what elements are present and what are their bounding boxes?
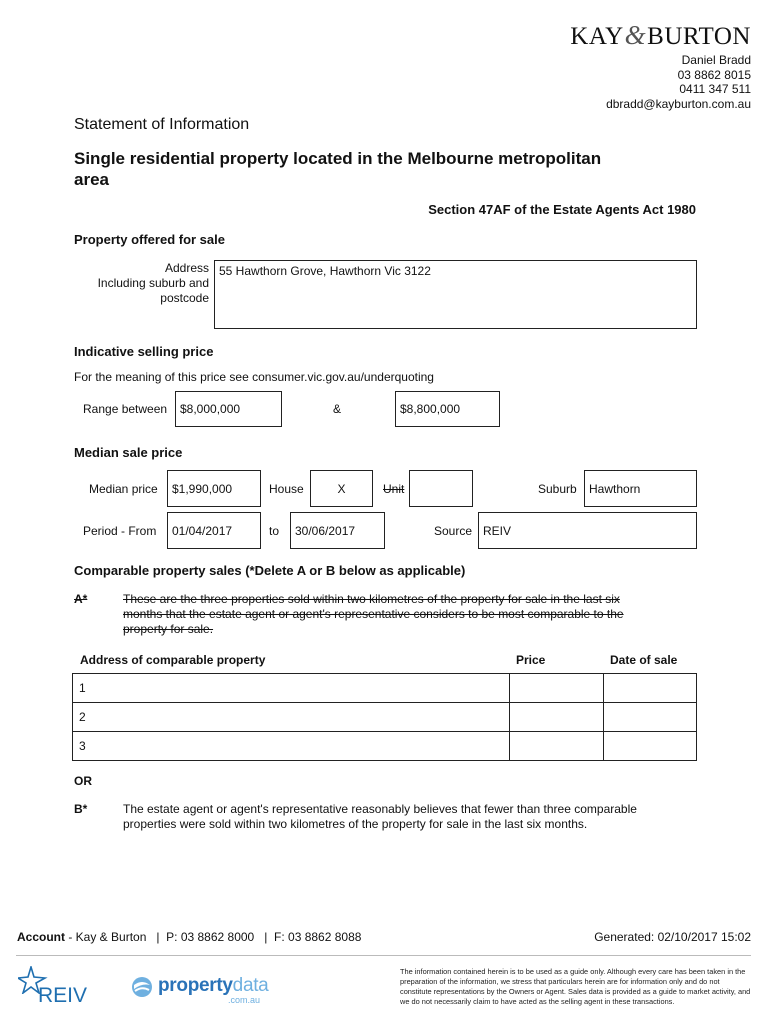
table-row xyxy=(73,732,697,761)
address-cell[interactable]: 3 xyxy=(73,732,510,761)
agent-contact xyxy=(606,53,751,111)
disclaimer-text: The information contained herein is to be used as a guide only. Although every care has been taken in the preparation of the information, we stress that particulars herein are for information only and do not constitute representations by the Owners or Agent. Sales data is provided as a guide to market activity, and we do not necessarily claim to have acted as the selling agent in these transactions. xyxy=(400,967,751,1006)
source-label: Source xyxy=(434,524,473,538)
address-field[interactable]: 55 Hawthorn Grove, Hawthorn Vic 3122 xyxy=(214,260,697,329)
price-cell[interactable] xyxy=(510,732,604,761)
col-price-header: Price xyxy=(516,653,546,667)
range-label: Range between xyxy=(83,402,168,416)
suburb-field[interactable]: Hawthorn xyxy=(584,470,697,507)
unit-label: Unit xyxy=(383,482,405,496)
kay-burton-logo: KAY&BURTON xyxy=(570,20,751,50)
period-to-field[interactable]: 30/06/2017 xyxy=(290,512,385,549)
option-b-text: The estate agent or agent's representative reasonably believes that fewer than three comparable properties were sold within two kilometres of the property for sale in the last six months. xyxy=(123,802,637,831)
range-high-field[interactable]: $8,800,000 xyxy=(395,391,500,427)
table-row xyxy=(73,703,697,732)
page-heading-line2: area xyxy=(74,170,109,189)
col-date-header: Date of sale xyxy=(610,653,678,667)
propertydata-logo xyxy=(130,973,270,1007)
footer-divider xyxy=(16,955,751,956)
option-a-marker: A* xyxy=(74,592,88,606)
house-label: House xyxy=(269,482,304,496)
agent-phone-mobile: 0411 347 511 xyxy=(679,82,751,96)
statement-title: Statement of Information xyxy=(74,116,250,133)
median-heading: Median sale price xyxy=(74,445,183,460)
option-b-marker: B* xyxy=(74,802,88,816)
period-from-field[interactable]: 01/04/2017 xyxy=(167,512,261,549)
address-cell[interactable]: 2 xyxy=(73,703,510,732)
property-heading: Property offered for sale xyxy=(74,232,225,247)
suburb-label: Suburb xyxy=(538,482,577,496)
indicative-heading: Indicative selling price xyxy=(74,344,214,359)
option-a-text: These are the three properties sold within two kilometres of the property for sale in the last six months that the estate agent or agent's representative considers to be most comparable to the property for sale. xyxy=(123,592,624,636)
date-cell[interactable] xyxy=(604,674,697,703)
price-cell[interactable] xyxy=(510,703,604,732)
agent-phone-office: 03 8862 8015 xyxy=(677,67,751,82)
date-cell[interactable] xyxy=(604,703,697,732)
period-from-label: Period - From xyxy=(83,524,157,538)
account-line: Account - Kay & Burton | P: 03 8862 8000 | F: 03 8862 8088 xyxy=(17,930,362,944)
section-reference: Section 47AF of the Estate Agents Act 1980 xyxy=(428,202,696,217)
reiv-logo xyxy=(18,966,98,1006)
propertydata-domain: .com.au xyxy=(228,995,261,1005)
agent-email: dbradd@kayburton.com.au xyxy=(606,96,751,111)
unit-checkbox[interactable] xyxy=(409,470,473,507)
median-price-label: Median price xyxy=(89,482,158,496)
generated-timestamp: Generated: 02/10/2017 15:02 xyxy=(594,930,751,944)
median-price-field[interactable]: $1,990,000 xyxy=(167,470,261,507)
address-label: Address Including suburb and postcode xyxy=(97,261,209,305)
agent-name: Daniel Bradd xyxy=(681,53,751,67)
col-address-header: Address of comparable property xyxy=(80,653,266,667)
period-to-label: to xyxy=(269,524,280,538)
propertydata-wordmark: propertydata xyxy=(158,975,269,996)
comparable-table xyxy=(72,673,697,761)
table-row xyxy=(73,674,697,703)
price-cell[interactable] xyxy=(510,674,604,703)
range-and-label: & xyxy=(333,402,342,416)
propertydata-globe-icon xyxy=(130,975,154,999)
or-label: OR xyxy=(74,774,92,788)
comparable-heading: Comparable property sales (*Delete A or B below as applicable) xyxy=(74,563,466,578)
address-cell[interactable]: 1 xyxy=(73,674,510,703)
page-heading-line1: Single residential property located in the Melbourne metropolitan xyxy=(74,149,602,168)
date-cell[interactable] xyxy=(604,732,697,761)
indicative-note: For the meaning of this price see consumer.vic.gov.au/underquoting xyxy=(74,370,434,384)
range-low-field[interactable]: $8,000,000 xyxy=(175,391,282,427)
source-field[interactable]: REIV xyxy=(478,512,697,549)
house-checkbox[interactable]: X xyxy=(310,470,373,507)
reiv-wordmark: REIV xyxy=(38,984,88,1007)
